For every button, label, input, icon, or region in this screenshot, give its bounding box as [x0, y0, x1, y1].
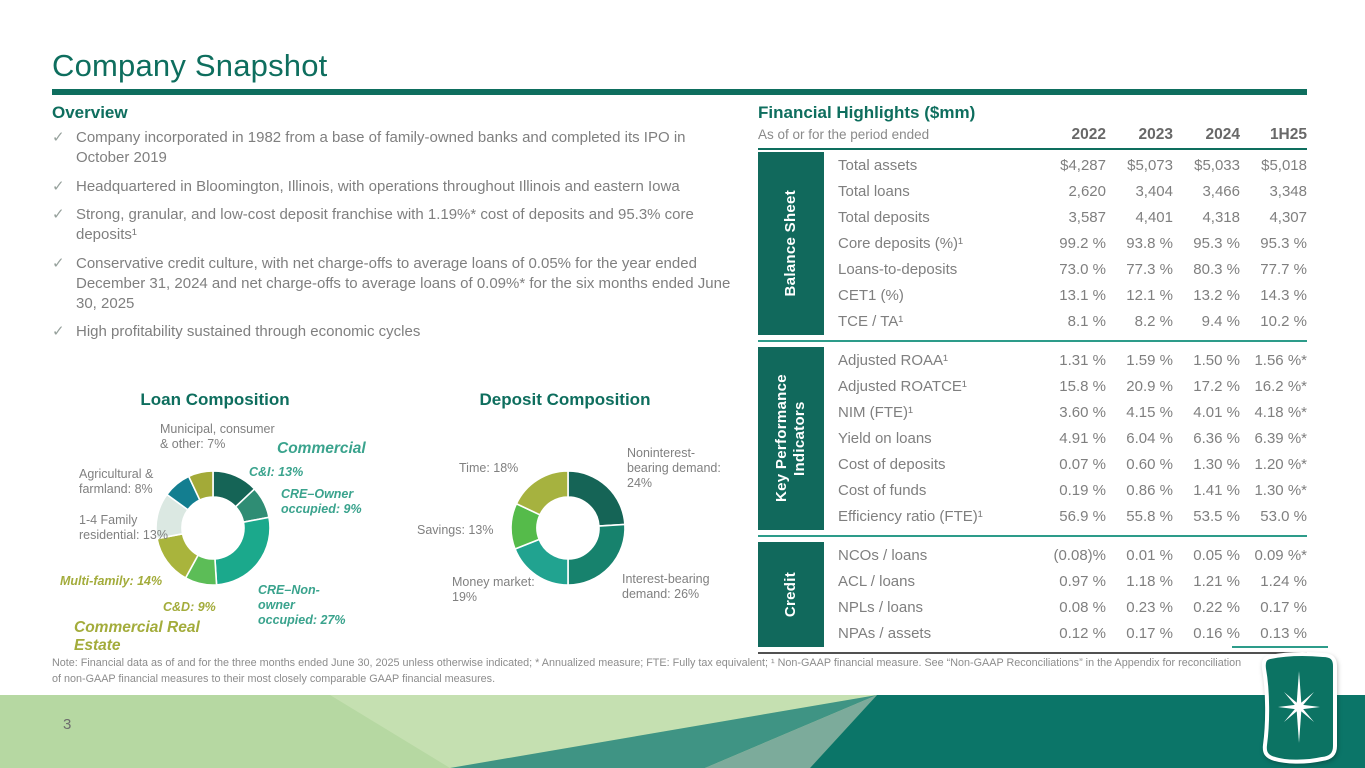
bullet-text: Company incorporated in 1982 from a base of family-owned banks and completed its IPO in October 2019: [76, 129, 686, 166]
list-item: [52, 322, 742, 342]
chart-label-time: Time: 18%: [459, 461, 519, 475]
chart-label-cd: C&D: 9%: [163, 600, 216, 614]
table-row: [838, 283, 1307, 309]
row-value: 13.1 %: [1059, 287, 1106, 305]
row-value: 1.56 %*: [1254, 351, 1307, 369]
row-value: 17.2 %: [1193, 377, 1240, 395]
section-label-block: [758, 347, 824, 530]
section-label: Credit: [782, 571, 799, 618]
table-row: [838, 452, 1307, 478]
row-value: 99.2 %: [1059, 235, 1106, 252]
row-value: (0.08)%: [1053, 546, 1106, 564]
chart-label-noninterest: Noninterest-bearing demand: 24%: [627, 446, 721, 490]
row-value: 2,620: [1068, 182, 1106, 200]
financial-highlights-heading: Financial Highlights ($mm): [758, 103, 976, 122]
row-value: 6.36 %: [1193, 430, 1240, 447]
section-rows: [824, 347, 1307, 530]
chart-label-multi-family: Multi-family: 14%: [60, 574, 163, 588]
row-value: 16.2 %*: [1254, 377, 1307, 395]
donut-segment: [568, 524, 625, 585]
chart-label-cre-nonowner: CRE–Non-owner occupied: 27%: [258, 583, 346, 627]
row-value: 0.09 %*: [1254, 546, 1307, 564]
section-divider: [758, 535, 1307, 537]
table-row: [838, 309, 1307, 335]
chart-label-cre-owner: CRE–Owner occupied: 9%: [281, 487, 362, 516]
section-rows: [824, 152, 1307, 335]
list-item: [52, 177, 742, 197]
row-value: 95.3 %: [1260, 235, 1307, 252]
row-label: Cost of funds: [838, 482, 927, 500]
row-value: 0.07 %: [1059, 456, 1106, 474]
list-item: [52, 205, 742, 245]
chart-label-money-market: Money market: 19%: [452, 575, 535, 604]
row-value: 1.30 %: [1193, 456, 1240, 474]
section-label: Balance Sheet: [782, 190, 799, 297]
row-value: 3,587: [1068, 208, 1106, 226]
row-value: 3,404: [1135, 182, 1173, 200]
table-row: [838, 152, 1307, 178]
footnote: Note: Financial data as of and for the three months ended June 30, 2025 unless otherwise indicated; * Annualized measure; FTE: Fully tax equivalent; ¹ Non-GAAP financial measure. See “Non-GAAP Reconciliations” in the Appendix for reconciliation of non-GAAP financial measures to their most closely comparable GAAP financial measures.: [52, 657, 1242, 685]
row-value: 0.16 %: [1193, 625, 1240, 643]
row-value: 73.0 %: [1059, 261, 1106, 279]
column-header: 2024: [1205, 126, 1240, 143]
row-label: Loans-to-deposits: [838, 261, 958, 279]
overview-heading: Overview: [52, 103, 128, 122]
row-value: 6.39 %*: [1254, 430, 1307, 447]
chart-label-municipal: Municipal, consumer & other: 7%: [160, 422, 275, 451]
row-value: 1.59 %: [1126, 351, 1173, 369]
page-title: Company Snapshot: [52, 48, 328, 83]
row-value: 0.23 %: [1126, 599, 1173, 617]
chart-label-cre-group: Commercial Real Estate: [74, 619, 200, 655]
title-rule: [52, 89, 1307, 95]
section-credit: [758, 542, 1307, 647]
row-label: NPLs / loans: [838, 599, 924, 617]
row-label: NPAs / assets: [838, 625, 932, 643]
row-value: 80.3 %: [1193, 261, 1240, 279]
row-value: 1.31 %: [1059, 351, 1106, 369]
row-value: 8.1 %: [1067, 313, 1106, 331]
row-value: 0.17 %: [1260, 599, 1307, 617]
row-value: 55.8 %: [1126, 508, 1173, 526]
row-label: Adjusted ROAA¹: [838, 351, 949, 369]
checkmark-icon: ✓: [52, 323, 65, 341]
table-row: [838, 230, 1307, 256]
row-value: 77.3 %: [1126, 261, 1173, 279]
table-row: [838, 621, 1307, 647]
row-label: NCOs / loans: [838, 546, 928, 564]
table-row: [838, 595, 1307, 621]
row-value: 4,401: [1135, 208, 1173, 226]
logo-accent-line: [1232, 646, 1328, 648]
table-row: [838, 204, 1307, 230]
row-value: 0.12 %: [1059, 625, 1106, 643]
table-row: [838, 178, 1307, 204]
table-row: [838, 399, 1307, 425]
checkmark-icon: ✓: [52, 254, 65, 272]
row-value: 1.41 %: [1193, 482, 1240, 500]
bottom-decorative-band: [0, 695, 1365, 768]
row-label: Core deposits (%)¹: [838, 235, 964, 252]
page-number: 3: [63, 716, 72, 733]
deposit-chart-title: Deposit Composition: [479, 390, 651, 409]
row-value: 4.01 %: [1193, 403, 1240, 421]
bullet-text: Headquartered in Bloomington, Illinois, with operations throughout Illinois and eastern Iowa: [76, 177, 680, 195]
row-value: 4,307: [1269, 208, 1307, 226]
chart-label-residential: 1-4 Family residential: 13%: [79, 513, 168, 542]
row-label: Total loans: [838, 182, 910, 200]
row-value: 20.9 %: [1126, 377, 1173, 395]
column-header: 1H25: [1269, 126, 1307, 143]
column-header: 2022: [1071, 126, 1106, 143]
donut-segment: [215, 517, 270, 585]
row-value: 0.08 %: [1059, 599, 1106, 617]
row-value: 95.3 %: [1193, 235, 1240, 252]
row-value: 4.15 %: [1126, 403, 1173, 421]
loan-chart-title: Loan Composition: [140, 390, 290, 409]
row-label: CET1 (%): [838, 287, 904, 305]
section-divider: [758, 340, 1307, 342]
row-value: 14.3 %: [1260, 287, 1307, 305]
table-row: [838, 425, 1307, 451]
list-item: [52, 128, 742, 168]
table-header-row: [758, 126, 1307, 144]
checkmark-icon: ✓: [52, 206, 65, 224]
row-value: $4,287: [1060, 156, 1106, 174]
donut-segment: [568, 471, 625, 526]
row-value: 3,348: [1269, 182, 1307, 200]
section-balance-sheet: [758, 152, 1307, 335]
row-value: $5,073: [1127, 156, 1173, 174]
section-label-block: [758, 152, 824, 335]
row-label: Adjusted ROATCE¹: [838, 377, 967, 395]
table-row: [838, 542, 1307, 568]
row-label: NIM (FTE)¹: [838, 403, 913, 421]
checkmark-icon: ✓: [52, 177, 65, 195]
table-row: [838, 257, 1307, 283]
row-value: 0.60 %: [1126, 456, 1173, 474]
row-label: Total assets: [838, 156, 918, 174]
row-value: 1.50 %: [1193, 351, 1240, 369]
table-bottom-rule: [758, 652, 1307, 654]
donut-segment: [516, 471, 568, 515]
row-value: 0.05 %: [1193, 546, 1240, 564]
row-value: 0.17 %: [1126, 625, 1173, 643]
row-value: 4.91 %: [1059, 430, 1106, 447]
row-value: 0.97 %: [1059, 572, 1106, 590]
row-value: 0.01 %: [1126, 546, 1173, 564]
financial-highlights-table: [758, 126, 1307, 654]
row-value: 8.2 %: [1134, 313, 1173, 331]
row-label: Total deposits: [838, 208, 930, 226]
section-rows: [824, 542, 1307, 647]
row-value: 15.8 %: [1059, 377, 1106, 395]
checkmark-icon: ✓: [52, 129, 65, 146]
company-logo: [1250, 650, 1340, 766]
chart-label-ci: C&I: 13%: [249, 465, 304, 479]
row-value: 53.5 %: [1193, 508, 1240, 526]
row-value: 1.20 %*: [1254, 456, 1307, 474]
chart-label-interest-bearing: Interest-bearing demand: 26%: [622, 572, 710, 601]
row-label: ACL / loans: [838, 572, 915, 590]
table-row: [838, 478, 1307, 504]
row-value: $5,033: [1194, 156, 1240, 174]
section-key-performance: [758, 347, 1307, 530]
bullet-text: High profitability sustained through economic cycles: [76, 323, 421, 341]
row-value: 3.60 %: [1059, 403, 1106, 421]
row-value: 0.22 %: [1193, 599, 1240, 617]
section-label-block: [758, 542, 824, 647]
row-label: Yield on loans: [838, 430, 932, 447]
column-header: 2023: [1138, 126, 1173, 143]
row-value: 0.13 %: [1260, 625, 1307, 643]
row-value: 4,318: [1202, 208, 1240, 226]
section-label: Key Performance Indicators: [773, 374, 808, 503]
overview-bullets: [52, 128, 742, 351]
row-value: 3,466: [1202, 182, 1240, 200]
row-value: 1.30 %*: [1254, 482, 1307, 500]
row-value: 1.18 %: [1126, 572, 1173, 590]
chart-label-savings: Savings: 13%: [417, 523, 494, 537]
row-label: TCE / TA¹: [838, 313, 904, 331]
header-underline: [758, 148, 1307, 150]
row-value: 56.9 %: [1059, 508, 1106, 526]
chart-label-agricultural: Agricultural & farmland: 8%: [79, 467, 154, 496]
period-label: As of or for the period ended: [758, 127, 930, 142]
row-value: 6.04 %: [1126, 430, 1173, 447]
row-value: 0.86 %: [1126, 482, 1173, 500]
table-row: [838, 504, 1307, 530]
row-value: $5,018: [1261, 156, 1307, 174]
row-label: Efficiency ratio (FTE)¹: [838, 508, 983, 526]
row-value: 0.19 %: [1059, 482, 1106, 500]
row-value: 12.1 %: [1126, 287, 1173, 305]
deposit-donut-chart: [509, 469, 627, 587]
bullet-text: Conservative credit culture, with net charge-offs to average loans of 0.05% for the year ended December 31, 2024 and net charge-offs to average loans of 0.09%* for the six months ended June 30, 2025: [76, 254, 731, 312]
row-value: 9.4 %: [1201, 313, 1240, 331]
row-value: 1.24 %: [1260, 572, 1307, 590]
row-value: 13.2 %: [1193, 287, 1240, 305]
row-value: 93.8 %: [1126, 235, 1173, 252]
table-row: [838, 568, 1307, 594]
row-value: 53.0 %: [1260, 508, 1307, 526]
row-value: 77.7 %: [1260, 261, 1307, 279]
chart-label-commercial-group: Commercial: [277, 440, 366, 457]
row-value: 1.21 %: [1193, 572, 1240, 590]
table-row: [838, 373, 1307, 399]
table-row: [838, 347, 1307, 373]
list-item: [52, 254, 742, 313]
row-value: 4.18 %*: [1254, 403, 1307, 421]
bullet-text: Strong, granular, and low-cost deposit franchise with 1.19%* cost of deposits and 95.3% core deposits¹: [76, 206, 694, 244]
row-value: 10.2 %: [1260, 313, 1307, 331]
row-label: Cost of deposits: [838, 456, 946, 474]
